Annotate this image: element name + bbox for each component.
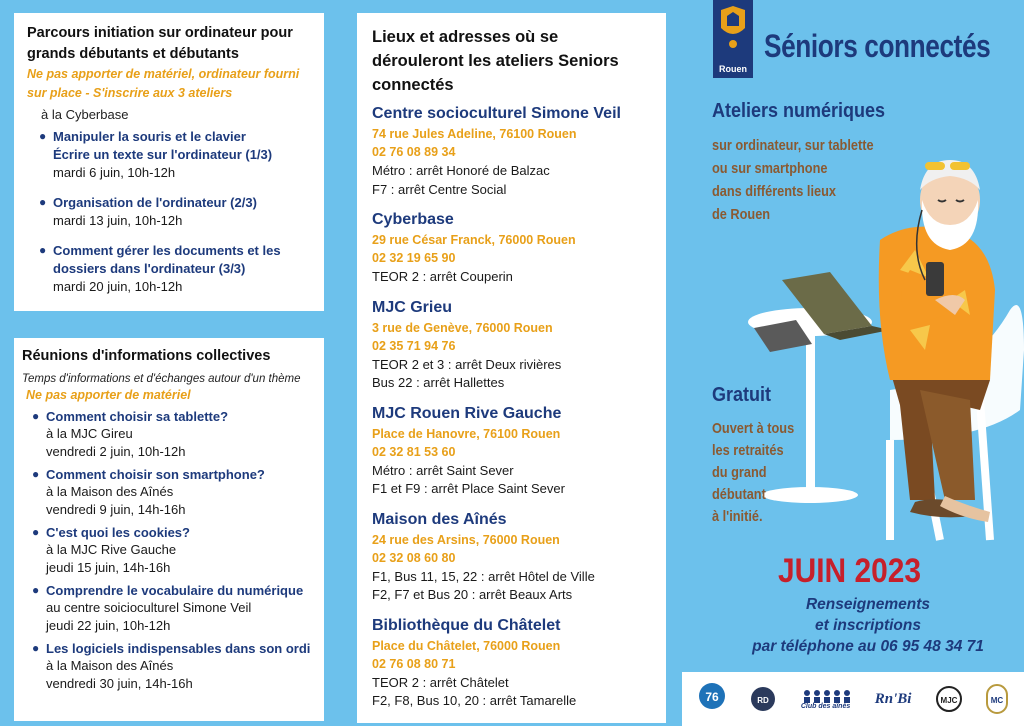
location-name: Centre socioculturel Simone Veil: [372, 105, 621, 122]
free-label: Gratuit: [712, 384, 772, 406]
partner-text: MJC: [940, 696, 958, 705]
location-transport: F7 : arrêt Centre Social: [372, 181, 507, 197]
mjc-logo: [936, 686, 962, 712]
club-aines-logo: [801, 689, 851, 710]
month-title: JUIN 2023: [778, 552, 922, 590]
description-line: de Rouen: [712, 206, 771, 223]
rouen-logo: [713, 0, 753, 78]
location-transport: TEOR 2 : arrêt Châtelet: [372, 674, 509, 690]
workshops-title: Ateliers numériques: [712, 100, 886, 122]
item-place: à la Maison des Aînés: [46, 658, 174, 673]
partner-logos: [682, 672, 1024, 726]
location-address: Place de Hanovre, 76100 Rouen: [372, 426, 561, 441]
brand-title: Séniors connectés: [764, 28, 991, 64]
list-item: [39, 128, 312, 182]
location-name: Bibliothèque du Châtelet: [372, 616, 561, 634]
audience-line: les retraités: [712, 442, 784, 459]
list-item: [39, 194, 312, 230]
item-title: Comment gérer les documents et les dossiers dans l'ordinateur (3/3): [53, 243, 281, 276]
item-place: à la MJC Gireu: [46, 426, 133, 441]
partner-text: 76: [705, 690, 719, 704]
partner-text: RD: [757, 696, 770, 705]
location-phone: 02 76 08 80 71: [372, 656, 456, 671]
meetings-panel: [14, 338, 324, 721]
meetings-warning: Ne pas apporter de matériel: [26, 388, 191, 402]
bullet-icon: ●: [32, 409, 40, 423]
list-item: [32, 524, 314, 577]
info-line: Renseignements: [805, 596, 931, 613]
location-transport: TEOR 2 : arrêt Couperin: [372, 269, 513, 284]
item-place: à la MJC Rive Gauche: [46, 542, 177, 557]
location-phone: 02 32 19 65 90: [372, 251, 456, 265]
location-transport: Métro : arrêt Saint Sever: [372, 462, 514, 478]
seine-maritime-logo: [698, 682, 726, 716]
location-block: [372, 103, 652, 199]
location-phone: 02 35 71 94 76: [372, 338, 456, 353]
location-address: 24 rue des Arsins, 76000 Rouen: [372, 532, 560, 547]
item-date: vendredi 2 juin, 10h-12h: [46, 444, 186, 459]
location-transport: Bus 22 : arrêt Hallettes: [372, 375, 505, 390]
item-date: mardi 20 juin, 10h-12h: [53, 279, 183, 294]
location-block: [372, 297, 652, 393]
location-transport: F2, F7 et Bus 20 : arrêt Beaux Arts: [372, 587, 573, 602]
bullet-icon: ●: [32, 525, 40, 539]
item-date: mardi 6 juin, 10h-12h: [53, 165, 176, 180]
initiation-location: à la Cyberbase: [41, 107, 129, 122]
initiation-title: Parcours initiation sur ordinateur pour grands débutants et débutants: [27, 25, 293, 62]
partner-text: Club des aînés: [800, 702, 851, 710]
item-title: C'est quoi les cookies?: [46, 525, 190, 540]
location-block: [372, 209, 652, 287]
location-name: MJC Grieu: [372, 298, 453, 316]
location-name: Maison des Aînés: [372, 510, 507, 528]
audience-text: [712, 418, 794, 528]
location-transport: Métro : arrêt Honoré de Balzac: [372, 163, 550, 178]
locations-title: Lieux et adresses où se dérouleront les ateliers Seniors connectés: [372, 28, 619, 94]
locations-panel: [357, 13, 666, 723]
item-date: jeudi 15 juin, 14h-16h: [46, 560, 171, 575]
info-line: et inscriptions: [815, 617, 921, 634]
info-phone: par téléphone au 06 95 48 34 71: [752, 638, 984, 655]
bullet-icon: ●: [32, 583, 40, 597]
item-title: Organisation de l'ordinateur (2/3): [53, 195, 257, 210]
location-phone: 02 32 81 53 60: [372, 444, 456, 459]
description-line: ou sur smartphone: [712, 160, 828, 177]
partner-text: MC: [990, 696, 1004, 705]
item-title: Les logiciels indispensables dans son ordi: [46, 641, 311, 656]
audience-line: Ouvert à tous: [712, 420, 795, 437]
audience-line: débutant: [712, 486, 766, 503]
partner-logo-2: [750, 686, 776, 712]
bullet-icon: ●: [39, 243, 47, 257]
mc-logo: [986, 684, 1008, 714]
audience-line: à l'initié.: [712, 508, 763, 525]
description-line: sur ordinateur, sur tablette: [712, 137, 874, 154]
item-date: mardi 13 juin, 10h-12h: [53, 213, 183, 228]
registration-info: [718, 594, 1018, 657]
location-transport: F1 et F9 : arrêt Place Saint Sever: [372, 481, 565, 496]
location-address: 74 rue Jules Adeline, 76100 Rouen: [372, 127, 577, 141]
item-date: jeudi 22 juin, 10h-12h: [46, 618, 171, 633]
item-date: vendredi 9 juin, 14h-16h: [46, 502, 186, 517]
item-date: vendredi 30 juin, 14h-16h: [46, 676, 193, 691]
bullet-icon: ●: [32, 467, 40, 481]
mc-icon: [986, 684, 1008, 714]
location-block: [372, 509, 652, 605]
location-address: Place du Châtelet, 76000 Rouen: [372, 638, 561, 653]
mjc-icon: [936, 686, 962, 712]
item-title-2: Écrire un texte sur l'ordinateur (1/3): [53, 147, 273, 162]
seine-maritime-icon: [698, 682, 726, 716]
location-name: MJC Rouen Rive Gauche: [372, 404, 562, 422]
item-title: Manipuler la souris et le clavier: [53, 129, 246, 144]
list-item: [32, 640, 314, 693]
location-name: Cyberbase: [372, 211, 454, 228]
list-item: [32, 582, 314, 635]
list-item: [32, 408, 314, 461]
location-transport: F1, Bus 11, 15, 22 : arrêt Hôtel de Ville: [372, 568, 595, 584]
bullet-icon: ●: [39, 195, 47, 209]
item-place: au centre soicioculturel Simone Veil: [46, 600, 252, 615]
location-transport: TEOR 2 et 3 : arrêt Deux rivières: [372, 356, 562, 372]
meetings-subtitle: Temps d'informations et d'échanges autour d'un thème: [22, 373, 301, 385]
location-address: 29 rue César Franck, 76000 Rouen: [372, 233, 576, 247]
rouen-crest-icon: [713, 0, 753, 56]
audience-line: du grand: [712, 464, 767, 481]
location-address: 3 rue de Genève, 76000 Rouen: [372, 320, 553, 335]
round-badge-icon: [750, 686, 776, 712]
item-title: Comprendre le vocabulaire du numérique: [46, 583, 304, 598]
item-place: à la Maison des Aînés: [46, 484, 174, 499]
bullet-icon: ●: [32, 641, 40, 655]
item-title: Comment choisir sa tablette?: [46, 409, 229, 424]
meetings-title: Réunions d'informations collectives: [22, 348, 271, 364]
initiation-warning: Ne pas apporter de matériel, ordinateur fourni sur place - S'inscrire aux 3 ateliers: [27, 67, 300, 100]
description-line: dans différents lieux: [712, 183, 836, 200]
item-title: Comment choisir son smartphone?: [46, 467, 265, 482]
location-block: [372, 615, 652, 711]
initiation-panel: [14, 13, 324, 311]
logo-text: Rouen: [719, 64, 747, 74]
list-item: [32, 466, 314, 519]
people-icon: [801, 689, 851, 703]
location-block: [372, 403, 652, 499]
location-phone: 02 76 08 89 34: [372, 145, 456, 159]
bullet-icon: ●: [39, 129, 47, 143]
location-transport: F2, F8, Bus 10, 20 : arrêt Tamarelle: [372, 693, 577, 708]
location-phone: 02 32 08 60 80: [372, 550, 456, 565]
list-item: [39, 242, 312, 296]
rnbi-logo: Rn'Bi: [874, 690, 912, 707]
